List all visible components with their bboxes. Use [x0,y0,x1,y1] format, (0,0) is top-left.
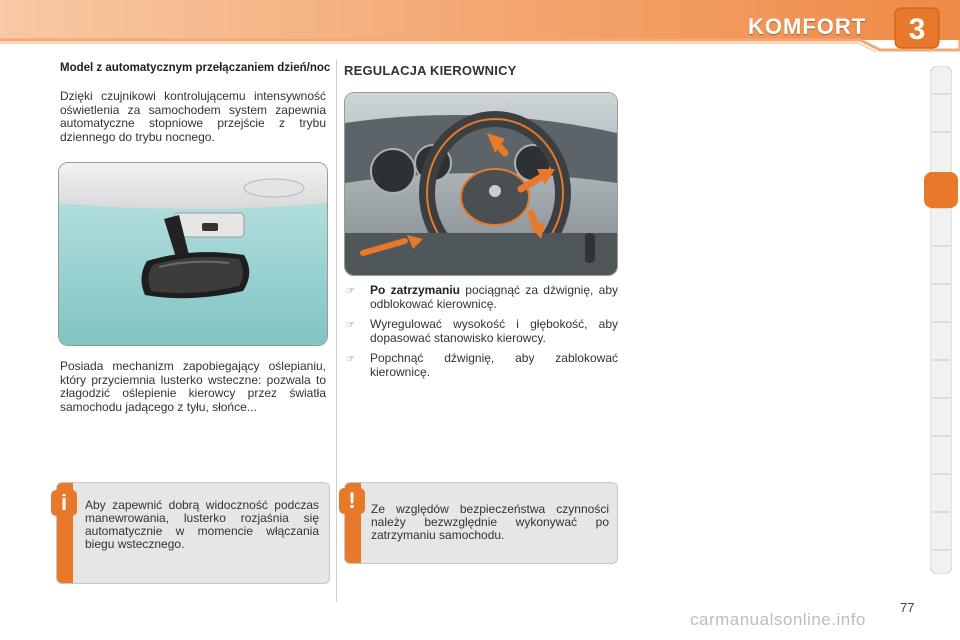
pointing-hand-icon: ☞ [346,286,355,297]
step-emphasis: Po zatrzymaniu [370,283,460,297]
steering-step [344,284,618,311]
pointing-hand-icon: ☞ [346,354,355,365]
info-icon: i [51,490,77,516]
rearview-mirror-illustration [58,162,328,346]
steering-steps-list [344,284,618,386]
step-text: Wyregulować wysokość i głębokość, aby dopasować stanowisko kierowcy. [370,317,618,345]
mirror-subheading: Model z automatycznym przełączaniem dzień/noc [60,62,331,74]
chapter-title: KOMFORT [748,14,867,39]
column-divider [336,60,337,602]
chapter-header [0,0,960,52]
rearview-mirror-drawing [59,163,327,345]
warning-icon: ! [339,488,365,514]
pointing-hand-icon: ☞ [346,320,355,331]
steering-step [344,352,618,379]
steering-section-title: REGULACJA KIEROWNICY [344,63,517,78]
mirror-paragraph-2: Posiada mechanizm zapobiegający oślepianiu, który przyciemnia lusterko wsteczne: pozwala to złagodzić oślepienie kierowcy przez światła samochodu jadącego z tyłu, słońce... [60,359,326,414]
step-text: pociągnąć za dźwignię, aby odblokować kierownicę. [370,283,618,311]
warning-note-text: Ze względów bezpieczeństwa czynności należy bezwzględnie wykonywać po zatrzymaniu samochodu. [371,502,609,542]
chapter-tabs-drawing [930,66,952,574]
chapter-number: 3 [908,13,926,46]
warning-note [344,482,618,564]
chapter-tabs [930,66,952,574]
info-note-text: Aby zapewnić dobrą widoczność podczas manewrowania, lusterko rozjaśnia się automatycznie w momencie włączania biegu wstecznego. [85,498,319,551]
page-number: 77 [900,600,915,615]
steering-step [344,318,618,345]
steering-wheel-drawing [345,93,617,275]
watermark: carmanualsonline.info [690,610,866,629]
mirror-paragraph-1: Dzięki czujnikowi kontrolującemu intensywność oświetlenia za samochodem system zapewnia automatyczne stopniowe przejście z trybu dziennego do trybu nocnego. [60,89,326,144]
step-text: Popchnąć dźwignię, aby zablokować kierownicę. [370,351,618,379]
chapter-tab-active[interactable] [924,172,958,208]
steering-wheel-illustration [344,92,618,276]
info-note [56,482,330,584]
